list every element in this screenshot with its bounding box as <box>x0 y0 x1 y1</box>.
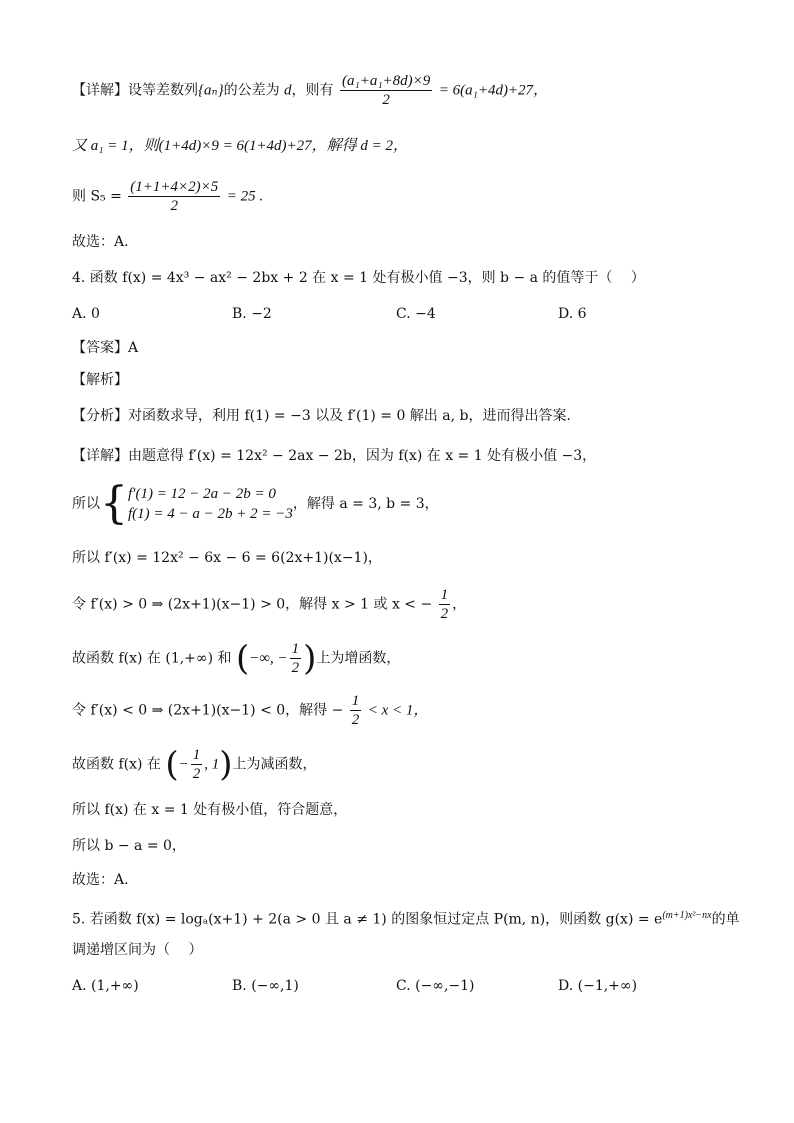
increasing-line <box>72 640 734 677</box>
question-5-line-2: 调递增区间为（ ） <box>72 942 203 958</box>
decreasing-line: 故函数 f(x) 在 (− $\frac{1}{2}$ , 1)上为减函数， <box>72 744 317 785</box>
result-line: 所以 b − a = 0， <box>72 838 186 854</box>
solution-line-1 <box>72 72 734 109</box>
fraction-denominator: 2 <box>170 198 179 214</box>
q4-option-a: A. 0 <box>72 306 100 322</box>
text: 的公差为 <box>223 82 285 99</box>
fraction-denominator: 2 <box>291 660 300 676</box>
fraction-numerator: 1 <box>440 587 449 603</box>
text: ，解得 a = 3, b = 3， <box>292 496 439 512</box>
fraction <box>191 746 203 783</box>
fraction <box>439 586 451 623</box>
fraction-numerator: 1 <box>192 747 201 763</box>
text: 的单 <box>711 911 740 928</box>
math: = 25 . <box>226 188 264 205</box>
fraction-numerator: (1+1+4×2)×5 <box>130 179 219 195</box>
left-brace-icon: { <box>100 478 128 529</box>
q5-option-a: A. (1,+∞) <box>72 978 139 994</box>
fraction <box>340 72 432 109</box>
equation-system-line <box>72 478 734 529</box>
q5-option-b: B. (−∞,1) <box>232 978 299 994</box>
text: 所以 <box>72 496 100 512</box>
fraction <box>350 692 362 729</box>
text: 5. 若函数 f(x) = logₐ(x+1) + 2(a > 0 且 a ≠ 1) 的图象恒过定点 P(m, n)，则函数 g(x) = e <box>72 911 663 928</box>
text: 上为增函数， <box>316 650 401 667</box>
question-4: 4. 函数 f(x) = 4x³ − ax² − 2bx + 2 在 x = 1 处有极小值 −3，则 b − a 的值等于（ ） <box>72 270 645 286</box>
solution-line-3 <box>72 178 734 215</box>
fraction-denominator: 2 <box>440 606 449 622</box>
detail-text: 【详解】由题意得 f′(x) = 12x² − 2ax − 2b，因为 f(x) 在 x = 1 处有极小值 −3， <box>72 448 597 464</box>
inequality-line-2 <box>72 692 734 729</box>
paren-left-icon: ( <box>165 744 179 785</box>
exponent: (m+1)x²−nx <box>662 910 712 921</box>
text: 上为减函数， <box>232 756 317 773</box>
fraction <box>290 640 302 677</box>
inequality-line-1 <box>72 586 734 623</box>
text: ，则有 <box>291 82 334 99</box>
analysis-label: 【解析】 <box>72 372 128 388</box>
q4-option-b: B. −2 <box>232 306 272 322</box>
equation-1: f′(1) = 12 − 2a − 2b = 0 <box>128 486 276 502</box>
fraction-numerator: (a₁+a₁+8d)×9 <box>341 73 431 89</box>
fraction-numerator: 1 <box>291 641 300 657</box>
fraction-numerator: 1 <box>351 693 360 709</box>
text: 令 f′(x) > 0 ⇒ (2x+1)(x−1) > 0，解得 x > 1 或 x < − <box>72 596 433 613</box>
fraction-denominator: 2 <box>351 712 360 728</box>
equation-2: f(1) = 4 − a − 2b + 2 = −3 <box>128 506 293 522</box>
paren-left-icon: ( <box>235 638 250 679</box>
text: 【详解】设等差数列 <box>72 82 198 99</box>
q4-option-d: D. 6 <box>558 306 587 322</box>
fraction-denominator: 2 <box>382 92 390 108</box>
fraction <box>128 178 220 215</box>
choose-line-1: 故选：A. <box>72 234 129 250</box>
text: 则 S₅ = <box>72 188 122 205</box>
paren-right-icon: ) <box>303 638 317 679</box>
text: 故函数 f(x) 在 (1,+∞) 和 <box>72 650 232 667</box>
paren-right-icon: ) <box>219 744 233 785</box>
answer-label: 【答案】A <box>72 340 139 356</box>
math: {aₙ} <box>198 82 224 99</box>
math: < x < 1， <box>367 702 429 719</box>
choose-line-2: 故选：A. <box>72 872 129 888</box>
fraction-denominator: 2 <box>192 766 201 782</box>
text: 令 f′(x) < 0 ⇒ (2x+1)(x−1) < 0，解得 − <box>72 702 344 719</box>
text: ， <box>452 596 467 613</box>
q5-option-d: D. (−1,+∞) <box>558 978 638 994</box>
derivative-line: 所以 f′(x) = 12x² − 6x − 6 = 6(2x+1)(x−1)， <box>72 550 382 566</box>
math: , 1 <box>204 756 220 773</box>
math: d <box>284 82 292 99</box>
text: 故函数 f(x) 在 <box>72 756 161 773</box>
equation-system <box>128 484 293 524</box>
math: = 6(a₁+4d)+27， <box>438 82 549 99</box>
q4-option-c: C. −4 <box>396 306 436 322</box>
math-text: 又 a₁ = 1，则(1+4d)×9 = 6(1+4d)+27，解得 d = 2， <box>72 138 409 154</box>
analysis-text: 【分析】对函数求导，利用 f(1) = −3 以及 f′(1) = 0 解出 a, b，进而得出答案． <box>72 408 581 424</box>
question-5-line-1 <box>72 906 740 930</box>
minimum-line: 所以 f(x) 在 x = 1 处有极小值，符合题意， <box>72 802 348 818</box>
math: −∞, − <box>249 650 288 667</box>
q5-option-c: C. (−∞,−1) <box>396 978 475 994</box>
solution-line-2 <box>72 136 734 156</box>
